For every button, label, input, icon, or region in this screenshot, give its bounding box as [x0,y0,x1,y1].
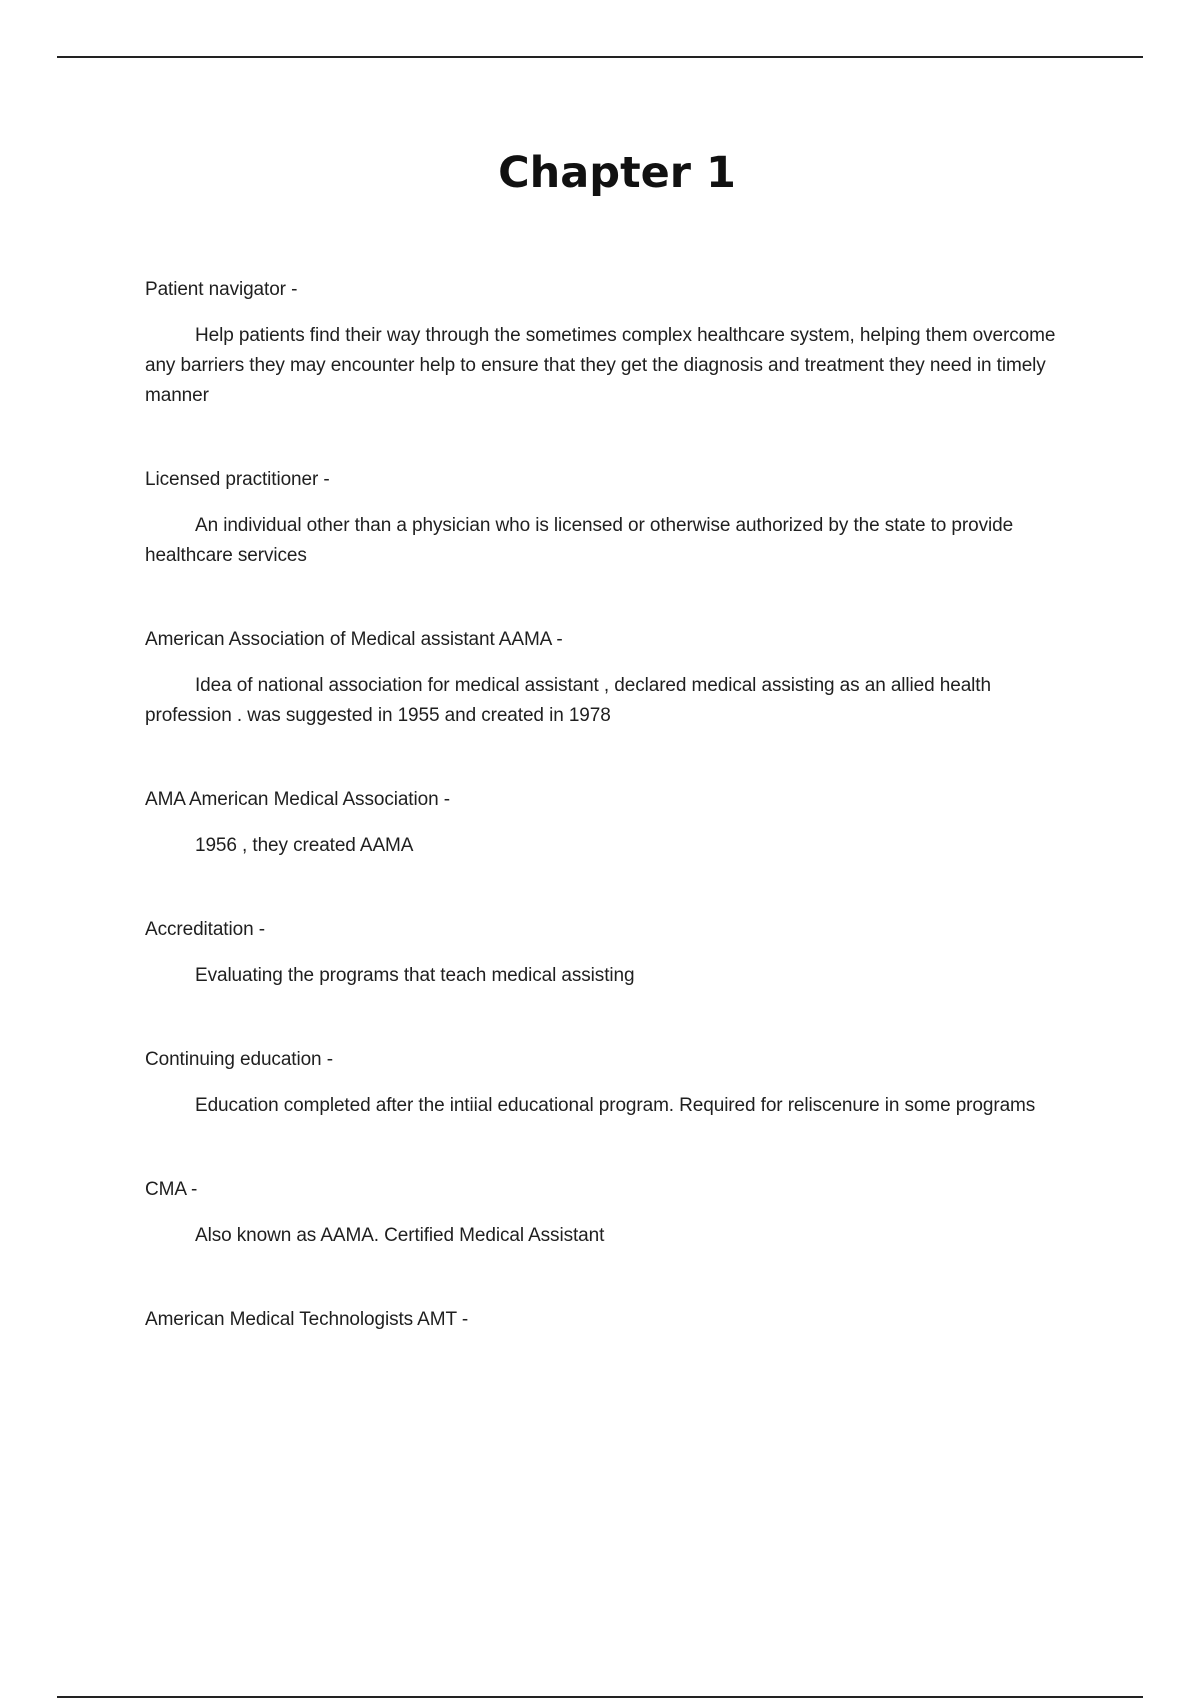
glossary-entry [145,918,1065,991]
glossary-term: Patient navigator - [145,279,298,300]
glossary-term: American Association of Medical assistant AAMA - [145,629,563,650]
glossary-term: Licensed practitioner - [145,469,330,490]
glossary-entry [145,1178,1065,1251]
glossary-term: AMA American Medical Association - [145,789,450,810]
glossary-entry [145,1308,1065,1332]
bottom-rule [57,1696,1143,1698]
glossary-entry [145,1048,1065,1121]
glossary-definition: Idea of national association for medical assistant , declared medical assisting as an allied health profession . was suggested in 1955 and created in 1978 [145,675,991,726]
glossary-entry [145,628,1065,731]
glossary-definition: 1956 , they created AAMA [195,835,414,856]
glossary-definition: Also known as AAMA. Certified Medical Assistant [195,1225,605,1246]
glossary-term: CMA - [145,1179,198,1200]
glossary-definition: Help patients find their way through the sometimes complex healthcare system, helping them overcome any barriers they may encounter help to ensure that they get the diagnosis and treatment they need in timely manner [145,325,1056,406]
glossary-term: Continuing education - [145,1049,333,1070]
glossary-definition: Education completed after the intiial educational program. Required for reliscenure in some programs [195,1095,1036,1116]
glossary-entry [145,788,1065,861]
glossary-term: Accreditation - [145,919,265,940]
glossary-list [145,278,1065,1389]
glossary-entry [145,468,1065,571]
glossary-definition: An individual other than a physician who is licensed or otherwise authorized by the state to provide healthcare services [145,515,1014,566]
glossary-entry [145,278,1065,411]
top-rule [57,56,1143,58]
glossary-definition: Evaluating the programs that teach medical assisting [195,965,635,986]
page-title: Chapter 1 [498,148,736,198]
glossary-term: American Medical Technologists AMT - [145,1309,469,1330]
